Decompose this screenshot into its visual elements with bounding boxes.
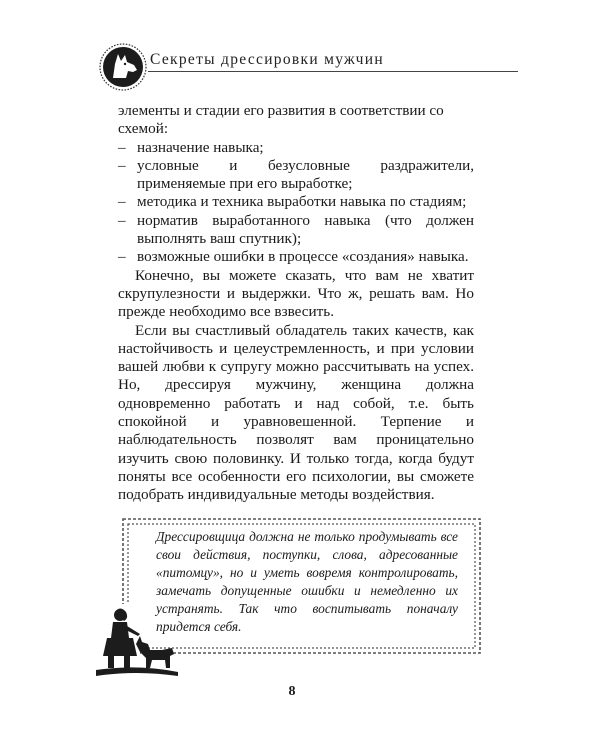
paragraph-3: Если вы счастливый обладатель таких качеств, как настойчивость и целеустремленность, и при условии вашей любви к супругу можно рассчитывать на успех. Но, дрессируя мужчину, женщина должна одновременно работать и над собой, т.е. быть спокойной и уравновешенной. Терпение и наблюдательность позволят вам проницательно изучить свою половинку. И только тогда, когда будут поняты все особенности его психологии, вы сможете подобрать индивидуальные методы воздействия. <box>118 321 474 504</box>
header-title: Секреты дрессировки мужчин <box>150 51 384 68</box>
running-header <box>98 42 518 92</box>
paragraph-2: Конечно, вы можете сказать, что вам не хватит скрупулезности и выдержки. Что ж, решать вам. Но прежде необходимо все взвесить. <box>118 266 474 321</box>
list-dash: – <box>118 211 126 229</box>
list-item-text: назначение навыка; <box>137 138 264 156</box>
list-dash: – <box>118 193 126 211</box>
list-dash: – <box>118 156 126 174</box>
list-item-text: условные и безусловные раздражители, применяемые при его выработке; <box>137 156 474 193</box>
list-item <box>118 139 474 157</box>
dog-head-emblem-icon <box>98 42 148 92</box>
tip-text: Дрессировщица должна не только продумывать все свои действия, поступки, слова, адресованные «питомцу», но и уметь вовремя контролировать, замечать допущенные ошибки и немедленно их устранять. Так что воспитывать поначалу придется себя. <box>156 529 458 635</box>
header-divider <box>148 71 518 72</box>
list-item-text: возможные ошибки в процессе «создания» навыка. <box>137 248 469 266</box>
list-item <box>118 212 474 249</box>
list-item <box>118 193 474 211</box>
page-number: 8 <box>288 684 296 699</box>
body-text <box>118 102 474 505</box>
skill-elements-list <box>118 139 474 267</box>
woman-with-dog-icon <box>96 604 178 680</box>
list-item-text: методика и техника выработки навыка по стадиям; <box>137 193 467 211</box>
list-item <box>118 248 474 266</box>
list-item <box>118 157 474 194</box>
intro-line-2: схемой: <box>118 120 169 138</box>
intro-line-1: элементы и стадии его развития в соответствии со <box>118 102 444 119</box>
intro-paragraph <box>118 102 474 139</box>
list-dash: – <box>118 248 126 266</box>
list-item-text: норматив выработанного навыка (что должен выполнять ваш спутник); <box>137 211 474 248</box>
list-dash: – <box>118 138 126 156</box>
